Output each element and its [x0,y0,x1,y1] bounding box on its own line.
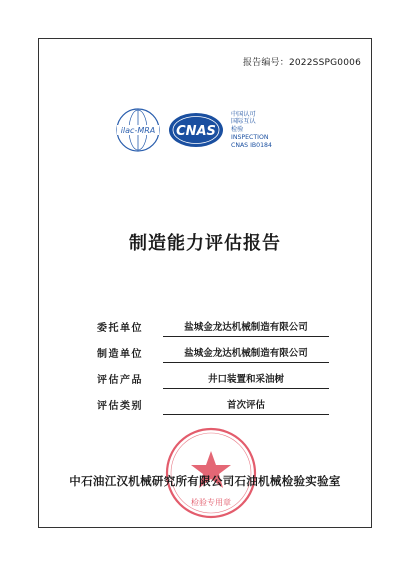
cnas-accreditation-text: 中国认可 国际互认 检验 INSPECTION CNAS IB0184 [231,110,272,149]
field-client [97,311,329,337]
ilac-text: ilac-MRA [120,126,156,135]
report-title: 制造能力评估报告 [129,233,281,254]
field-label: 制造单位 [97,349,143,360]
report-info-table [97,311,329,415]
field-category [97,389,329,415]
field-label: 评估类别 [97,401,143,412]
field-product [97,363,329,389]
seal-text: 检验专用章 [191,498,231,507]
cnas-text: CNAS [176,124,216,139]
field-value: 盐城金龙达机械制造有限公司 [163,319,329,337]
field-label: 委托单位 [97,323,143,334]
field-value: 盐城金龙达机械制造有限公司 [163,345,329,363]
report-number: 报告编号：2022SSPG0006 [242,58,361,68]
cnas-logo [167,111,225,149]
field-value: 井口装置和采油树 [163,371,329,389]
issuing-organization: 中石油江汉机械研究所有限公司石油机械检验实验室 [69,474,341,488]
field-label: 评估产品 [97,375,143,386]
ilac-mra-logo [115,107,161,153]
report-cover [38,38,372,528]
field-value: 首次评估 [163,397,329,415]
field-manufacturer [97,337,329,363]
accreditation-logos [115,105,335,155]
